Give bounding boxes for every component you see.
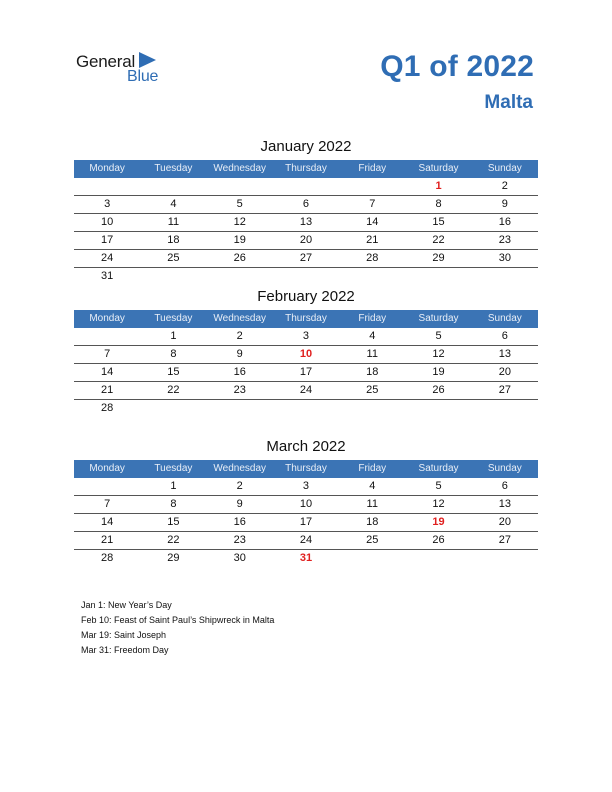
- logo-text-blue: Blue: [127, 68, 159, 85]
- day-cell: 7: [104, 348, 111, 360]
- day-cell: 26: [432, 534, 445, 546]
- day-cell: [339, 550, 405, 567]
- day-cell: [472, 550, 538, 567]
- day-cell: 18: [366, 366, 379, 378]
- day-cell: 11: [167, 216, 180, 228]
- day-cell: 18: [366, 516, 379, 528]
- holiday-day-cell: 1: [435, 180, 442, 192]
- day-cell: 4: [170, 198, 177, 210]
- day-cell: 29: [167, 552, 180, 564]
- day-cell: 14: [101, 516, 114, 528]
- week-row: [74, 400, 538, 417]
- brand-logo: [76, 52, 176, 88]
- day-cell: 6: [501, 330, 508, 342]
- day-cell: 2: [236, 330, 243, 342]
- day-cell: 14: [101, 366, 114, 378]
- day-cell: 19: [432, 366, 445, 378]
- weekday-label: Saturday: [418, 313, 459, 324]
- week-row: [74, 550, 538, 567]
- day-cell: 26: [233, 252, 246, 264]
- day-cell: 24: [299, 384, 313, 396]
- holiday-day-cell: 31: [299, 552, 313, 564]
- day-cell: 8: [435, 198, 442, 210]
- day-cell: 4: [369, 330, 376, 342]
- day-cell: [140, 400, 206, 417]
- day-cell: 31: [101, 270, 114, 282]
- weekday-label: Monday: [89, 313, 125, 324]
- day-cell: 28: [101, 552, 114, 564]
- day-cell: 24: [299, 534, 313, 546]
- day-cell: [472, 400, 538, 417]
- week-row: [74, 232, 538, 250]
- day-cell: [339, 400, 405, 417]
- day-cell: [74, 328, 140, 345]
- weekday-header: [74, 310, 538, 328]
- holiday-note: Mar 31: Freedom Day: [81, 645, 169, 655]
- day-cell: 15: [167, 516, 180, 528]
- weekday-label: Friday: [358, 463, 387, 474]
- week-row: [74, 478, 538, 496]
- day-cell: 21: [101, 534, 114, 546]
- day-cell: 3: [302, 330, 310, 342]
- week-row: [74, 178, 538, 196]
- day-cell: 27: [299, 252, 313, 264]
- day-cell: [140, 268, 206, 285]
- day-cell: 16: [233, 516, 246, 528]
- day-cell: 20: [498, 516, 511, 528]
- day-cell: [472, 268, 538, 285]
- day-cell: 13: [498, 348, 511, 360]
- weekday-label: Wednesday: [213, 463, 267, 474]
- day-cell: 17: [299, 366, 313, 378]
- day-cell: 3: [302, 480, 310, 492]
- day-cell: 27: [498, 534, 511, 546]
- day-cell: 2: [501, 180, 508, 192]
- day-cell: 20: [299, 234, 313, 246]
- day-cell: 23: [233, 534, 246, 546]
- day-cell: [339, 268, 405, 285]
- weekday-header: [74, 160, 538, 178]
- day-cell: 25: [167, 252, 180, 264]
- day-cell: 6: [501, 480, 508, 492]
- day-cell: 22: [167, 534, 180, 546]
- day-cell: 9: [236, 498, 243, 510]
- day-cell: 9: [236, 348, 243, 360]
- day-cell: 16: [498, 216, 511, 228]
- logo-text-general: General: [76, 52, 136, 71]
- day-cell: 3: [104, 198, 111, 210]
- day-cell: 12: [233, 216, 246, 228]
- day-cell: 9: [501, 198, 508, 210]
- month-title: February 2022: [257, 288, 355, 305]
- day-cell: 1: [170, 330, 177, 342]
- weekday-label: Tuesday: [154, 163, 193, 174]
- day-cell: 7: [104, 498, 111, 510]
- day-cell: [273, 178, 339, 195]
- month-title: January 2022: [260, 138, 352, 155]
- day-cell: [207, 178, 273, 195]
- week-row: [74, 196, 538, 214]
- day-cell: 5: [435, 330, 442, 342]
- weekday-label: Sunday: [487, 163, 522, 174]
- weekday-label: Friday: [358, 163, 387, 174]
- weekday-label: Monday: [89, 463, 125, 474]
- day-cell: 4: [369, 480, 376, 492]
- day-cell: [74, 178, 140, 195]
- weekday-label: Thursday: [285, 463, 327, 474]
- day-cell: 15: [167, 366, 180, 378]
- holiday-note: Mar 19: Saint Joseph: [81, 630, 167, 640]
- day-cell: 21: [101, 384, 114, 396]
- day-cell: 7: [369, 198, 376, 210]
- day-cell: 25: [366, 534, 379, 546]
- day-cell: [405, 400, 471, 417]
- day-cell: [273, 268, 339, 285]
- week-row: [74, 328, 538, 346]
- weekday-label: Thursday: [285, 163, 327, 174]
- day-cell: 2: [236, 480, 243, 492]
- day-cell: 15: [432, 216, 445, 228]
- day-cell: 8: [170, 498, 177, 510]
- day-cell: 5: [236, 198, 243, 210]
- day-cell: 28: [101, 402, 114, 414]
- day-cell: 25: [366, 384, 379, 396]
- holiday-day-cell: 19: [432, 516, 445, 528]
- weekday-label: Sunday: [487, 463, 522, 474]
- day-cell: 27: [498, 384, 511, 396]
- day-cell: 21: [366, 234, 379, 246]
- day-cell: 23: [233, 384, 246, 396]
- month-calendar: [74, 136, 538, 285]
- day-cell: 22: [432, 234, 445, 246]
- weekday-label: Monday: [89, 163, 125, 174]
- day-cell: [207, 400, 273, 417]
- day-cell: 17: [299, 516, 313, 528]
- week-row: [74, 268, 538, 285]
- day-cell: 5: [435, 480, 442, 492]
- day-cell: 6: [302, 198, 310, 210]
- day-cell: 12: [432, 348, 445, 360]
- day-cell: 1: [170, 480, 177, 492]
- day-cell: [140, 178, 206, 195]
- day-cell: [405, 268, 471, 285]
- day-cell: 24: [101, 252, 114, 264]
- holiday-note: Jan 1: New Year’s Day: [81, 600, 172, 610]
- day-cell: [273, 400, 339, 417]
- week-row: [74, 214, 538, 232]
- holiday-day-cell: 10: [299, 348, 313, 360]
- day-cell: 11: [366, 498, 378, 510]
- day-cell: 14: [366, 216, 379, 228]
- day-cell: 11: [366, 348, 378, 360]
- weekday-label: Sunday: [487, 313, 522, 324]
- weekday-label: Thursday: [285, 313, 327, 324]
- weekday-label: Friday: [358, 313, 387, 324]
- day-cell: 29: [432, 252, 445, 264]
- day-cell: 16: [233, 366, 246, 378]
- week-row: [74, 364, 538, 382]
- day-cell: 10: [101, 216, 114, 228]
- country-name: Malta: [484, 92, 533, 113]
- weekday-label: Saturday: [418, 163, 459, 174]
- weekday-label: Tuesday: [154, 463, 193, 474]
- day-cell: 30: [498, 252, 511, 264]
- week-row: [74, 532, 538, 550]
- weekday-label: Tuesday: [154, 313, 193, 324]
- day-cell: 13: [498, 498, 511, 510]
- day-cell: 18: [167, 234, 180, 246]
- week-row: [74, 382, 538, 400]
- day-cell: 26: [432, 384, 445, 396]
- day-cell: 10: [299, 498, 313, 510]
- week-row: [74, 496, 538, 514]
- weekday-label: Saturday: [418, 463, 459, 474]
- day-cell: 17: [101, 234, 114, 246]
- day-cell: [405, 550, 471, 567]
- day-cell: 30: [233, 552, 246, 564]
- week-row: [74, 250, 538, 268]
- weekday-label: Wednesday: [213, 313, 267, 324]
- day-cell: 19: [233, 234, 246, 246]
- day-cell: 12: [432, 498, 445, 510]
- day-cell: [339, 178, 405, 195]
- weekday-label: Wednesday: [213, 163, 267, 174]
- week-row: [74, 346, 538, 364]
- day-cell: 23: [498, 234, 511, 246]
- month-calendar: [74, 286, 538, 417]
- month-calendar: [74, 436, 538, 567]
- day-cell: 22: [167, 384, 180, 396]
- day-cell: 28: [366, 252, 379, 264]
- day-cell: [74, 478, 140, 495]
- day-cell: 20: [498, 366, 511, 378]
- page-title: Q1 of 2022: [380, 50, 534, 83]
- day-cell: 8: [170, 348, 177, 360]
- month-title: March 2022: [266, 438, 346, 455]
- week-row: [74, 514, 538, 532]
- day-cell: [207, 268, 273, 285]
- weekday-header: [74, 460, 538, 478]
- holiday-note: Feb 10: Feast of Saint Paul’s Shipwreck in Malta: [81, 615, 275, 625]
- day-cell: 13: [299, 216, 313, 228]
- logo-flag-icon: [139, 52, 156, 68]
- holiday-notes: [81, 598, 274, 658]
